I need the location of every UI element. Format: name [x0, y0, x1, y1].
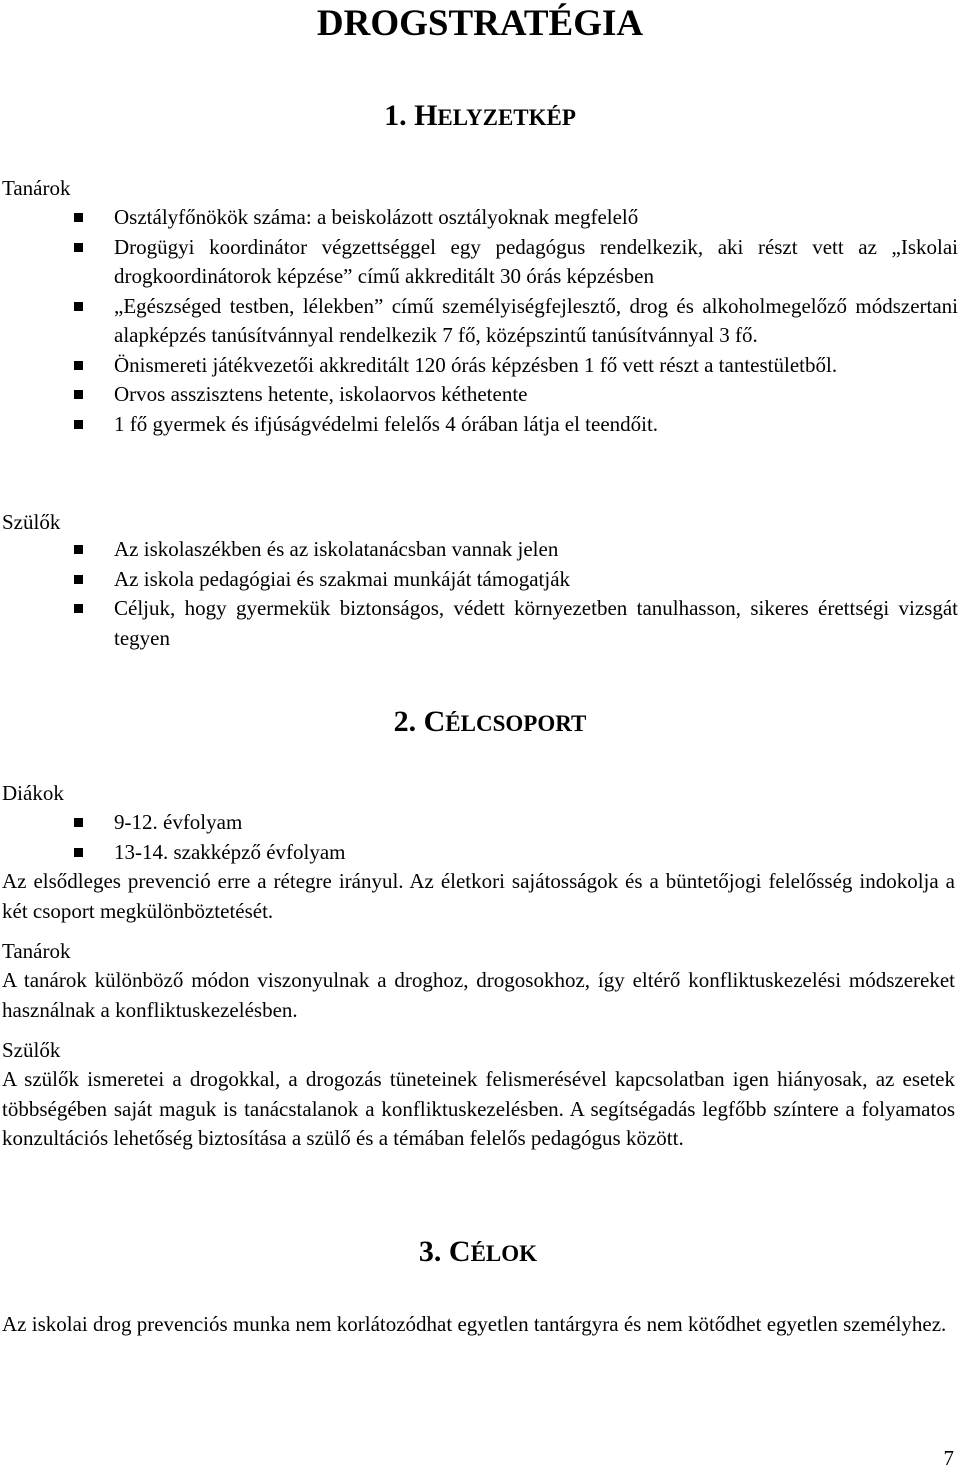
list-item	[0, 380, 958, 410]
section-2-number: 2.	[393, 705, 417, 738]
group-label-tanarok-2: Tanárok	[2, 939, 71, 963]
page-number: 7	[943, 1446, 954, 1470]
section-3-number: 3.	[418, 1235, 442, 1268]
list-item	[0, 594, 958, 653]
group-label-tanarok: Tanárok	[2, 176, 71, 200]
list-item-text: Az iskola pedagógiai és szakmai munkáját támogatják	[114, 566, 571, 591]
section-3-title-initial: C	[448, 1235, 471, 1268]
section-2-title-rest: ÉLCSOPORT	[445, 711, 587, 736]
tanarok-paragraph: A tanárok különböző módon viszonyulnak a droghoz, drogosokhoz, így eltérő konfliktuskezelési módszereket használnak a konfliktuskezelésben.	[2, 968, 955, 1022]
list-item	[0, 838, 958, 868]
list-item	[0, 203, 958, 233]
szulok-bullet-list	[0, 535, 958, 653]
bullet-icon	[74, 604, 83, 613]
list-item-text: 9-12. évfolyam	[114, 810, 243, 834]
list-item-text: Drogügyi koordinátor végzettséggel egy pedagógus rendelkezik, aki részt vett az „Iskolai drogkoordinátorok képzése” című akkreditált 30 órás képzésben	[114, 234, 958, 288]
section-3-heading	[0, 1232, 958, 1274]
list-item	[0, 808, 958, 838]
section-1-title-initial: H	[414, 99, 438, 132]
group-label-diakok: Diákok	[2, 781, 64, 805]
celok-paragraph: Az iskolai drog prevenciós munka nem korlátozódhat egyetlen tantárgyra és nem kötődhet egyetlen személyhez.	[2, 1312, 947, 1336]
list-item	[0, 565, 958, 595]
bullet-icon	[74, 545, 83, 554]
bullet-icon	[74, 361, 83, 370]
section-1-title-rest: ELYZETKÉP	[437, 105, 576, 130]
list-item-text: „Egészséged testben, lélekben” című személyiségfejlesztő, drog és alkoholmegelőző módszertani alapképzés tanúsítvánnyal rendelkezik 7 fő, középszintű tanúsítvánnyal 3 fő.	[114, 293, 958, 347]
bullet-icon	[74, 302, 83, 311]
section-1-heading	[0, 96, 960, 138]
section-3-title-rest: ÉLOK	[470, 1241, 538, 1266]
diakok-paragraph: Az elsődleges prevenció erre a rétegre irányul. Az életkori sajátosságok és a büntetőjogi felelősség indokolja a két csoport megkülönböztetését.	[2, 869, 955, 923]
bullet-icon	[74, 213, 83, 222]
list-item-text: 13-14. szakképző évfolyam	[114, 839, 346, 864]
list-item-text: Céljuk, hogy gyermekük biztonságos, védett környezetben tanulhasson, sikeres érettségi vizsgát tegyen	[114, 596, 958, 650]
section-1-number: 1.	[384, 99, 407, 132]
list-item-text: Önismereti játékvezetői akkreditált 120 órás képzésben 1 fő vett részt a tantestületből.	[114, 352, 838, 377]
list-item	[0, 292, 958, 351]
section-2-heading	[10, 702, 960, 744]
bullet-icon	[74, 575, 83, 584]
bullet-icon	[74, 243, 83, 252]
szulok-paragraph: A szülők ismeretei a drogokkal, a drogozás tüneteinek felismerésével kapcsolatban igen hiányosak, az esetek többségében saját maguk is tanácstalanok a konfliktuskezelésben. A segítségadás legfőbb színtere a folyamatos konzultációs lehetőség biztosítása a szülő és a témában felelős pedagógus között.	[2, 1067, 955, 1150]
list-item-text: Orvos asszisztens hetente, iskolaorvos kéthetente	[114, 382, 528, 406]
section-2-title-initial: C	[423, 705, 446, 738]
tanarok-bullet-list	[0, 203, 958, 439]
list-item	[0, 351, 958, 381]
list-item	[0, 535, 958, 565]
list-item-text: Az iskolaszékben és az iskolatanácsban vannak jelen	[114, 537, 559, 561]
bullet-icon	[74, 390, 83, 399]
diakok-bullet-list	[0, 808, 958, 867]
bullet-icon	[74, 848, 83, 857]
list-item	[0, 410, 958, 440]
bullet-icon	[74, 420, 83, 429]
list-item	[0, 233, 958, 292]
bullet-icon	[74, 818, 83, 827]
group-label-szulok-2: Szülők	[2, 1038, 61, 1062]
list-item-text: 1 fő gyermek és ifjúságvédelmi felelős 4 órában látja el teendőit.	[114, 411, 659, 436]
group-label-szulok: Szülők	[2, 510, 61, 534]
list-item-text: Osztályfőnökök száma: a beiskolázott osztályoknak megfelelő	[114, 205, 639, 229]
document-title: DROGSTRATÉGIA	[316, 3, 644, 44]
